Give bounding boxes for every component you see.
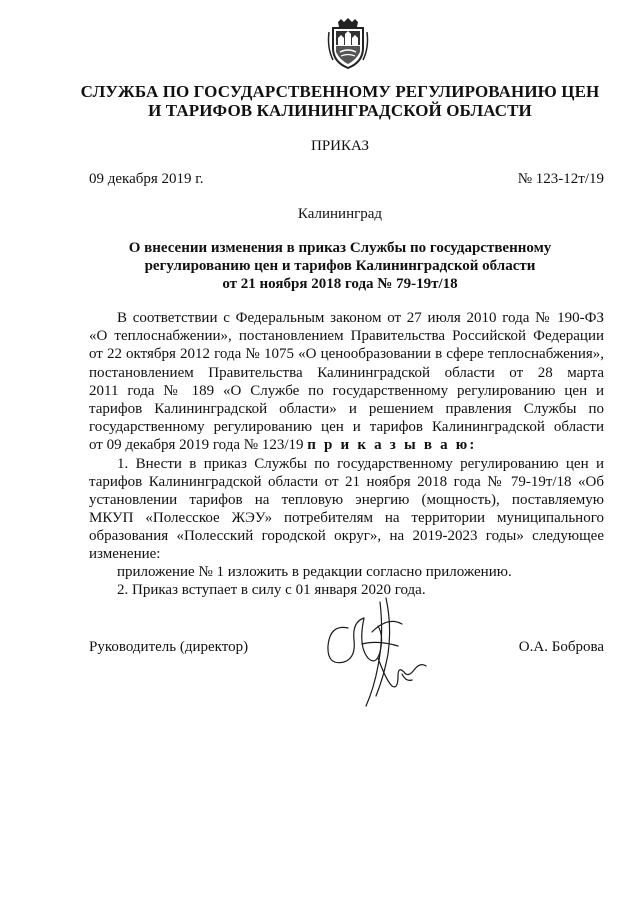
preamble-last-line [89,436,604,454]
document-date: 09 декабря 2019 г. [89,171,204,187]
item1-line: изменение: [89,546,161,562]
preamble-line: государственному регулированию цен и тарифов Калининградской области [89,419,604,435]
document-city: Калининград [297,206,383,222]
subject-line2: регулированию цен и тарифов Калининградской области [144,258,536,274]
coat-of-arms-icon [326,18,370,70]
item1-line: установлении тарифов на тепловую энергию (мощность), поставляемую [89,492,604,508]
handwritten-signature-icon [318,596,444,712]
preamble-line: постановлением Правительства Калининградской области от 28 марта [89,365,604,381]
preamble-line: тарифов Калининградской области» и решением правления Службы по [89,401,604,417]
org-name-line1: СЛУЖБА ПО ГОСУДАРСТВЕННОМУ РЕГУЛИРОВАНИЮ ЦЕН [80,82,600,101]
item1-appendix-line: приложение № 1 изложить в редакции согласно приложению. [117,564,512,580]
item1-line: 1. Внести в приказ Службы по государственному регулированию цен и [117,456,604,472]
preamble-line: «О теплоснабжении», постановлением Правительства Российской Федерации [89,328,604,344]
item2-line: 2. Приказ вступает в силу с 01 января 2020 года. [117,582,426,598]
order-word: п р и к а з ы в а ю: [307,437,477,453]
signatory-name: О.А. Боброва [518,639,604,655]
subject-line3: от 21 ноября 2018 года № 79-19т/18 [222,276,458,292]
item1-line: образования «Полесский городской округ», на 2019-2023 годы» следующее [89,528,604,544]
item1-line: МКУП «Полесское ЖЭУ» потребителям на территории муниципального [89,510,604,526]
preamble-last-text: от 09 декабря 2019 года № 123/19 [89,437,304,453]
subject-line1: О внесении изменения в приказ Службы по государственному [128,240,552,256]
preamble-line: В соответствии с Федеральным законом от 27 июля 2010 года № 190-ФЗ [117,310,604,326]
preamble-line: от 22 октября 2012 года № 1075 «О ценообразовании в сфере теплоснабжения», [89,346,604,362]
document-number: № 123-12т/19 [517,171,604,187]
item1-line: тарифов Калининградской области от 21 ноября 2018 года № 79-19т/18 «Об [89,474,604,490]
org-name-line2: И ТАРИФОВ КАЛИНИНГРАДСКОЙ ОБЛАСТИ [148,101,532,120]
document-type: ПРИКАЗ [311,138,369,154]
signatory-position: Руководитель (директор) [89,639,249,655]
preamble-line: 2011 года № 189 «О Службе по государственному регулированию цен и [89,383,604,399]
